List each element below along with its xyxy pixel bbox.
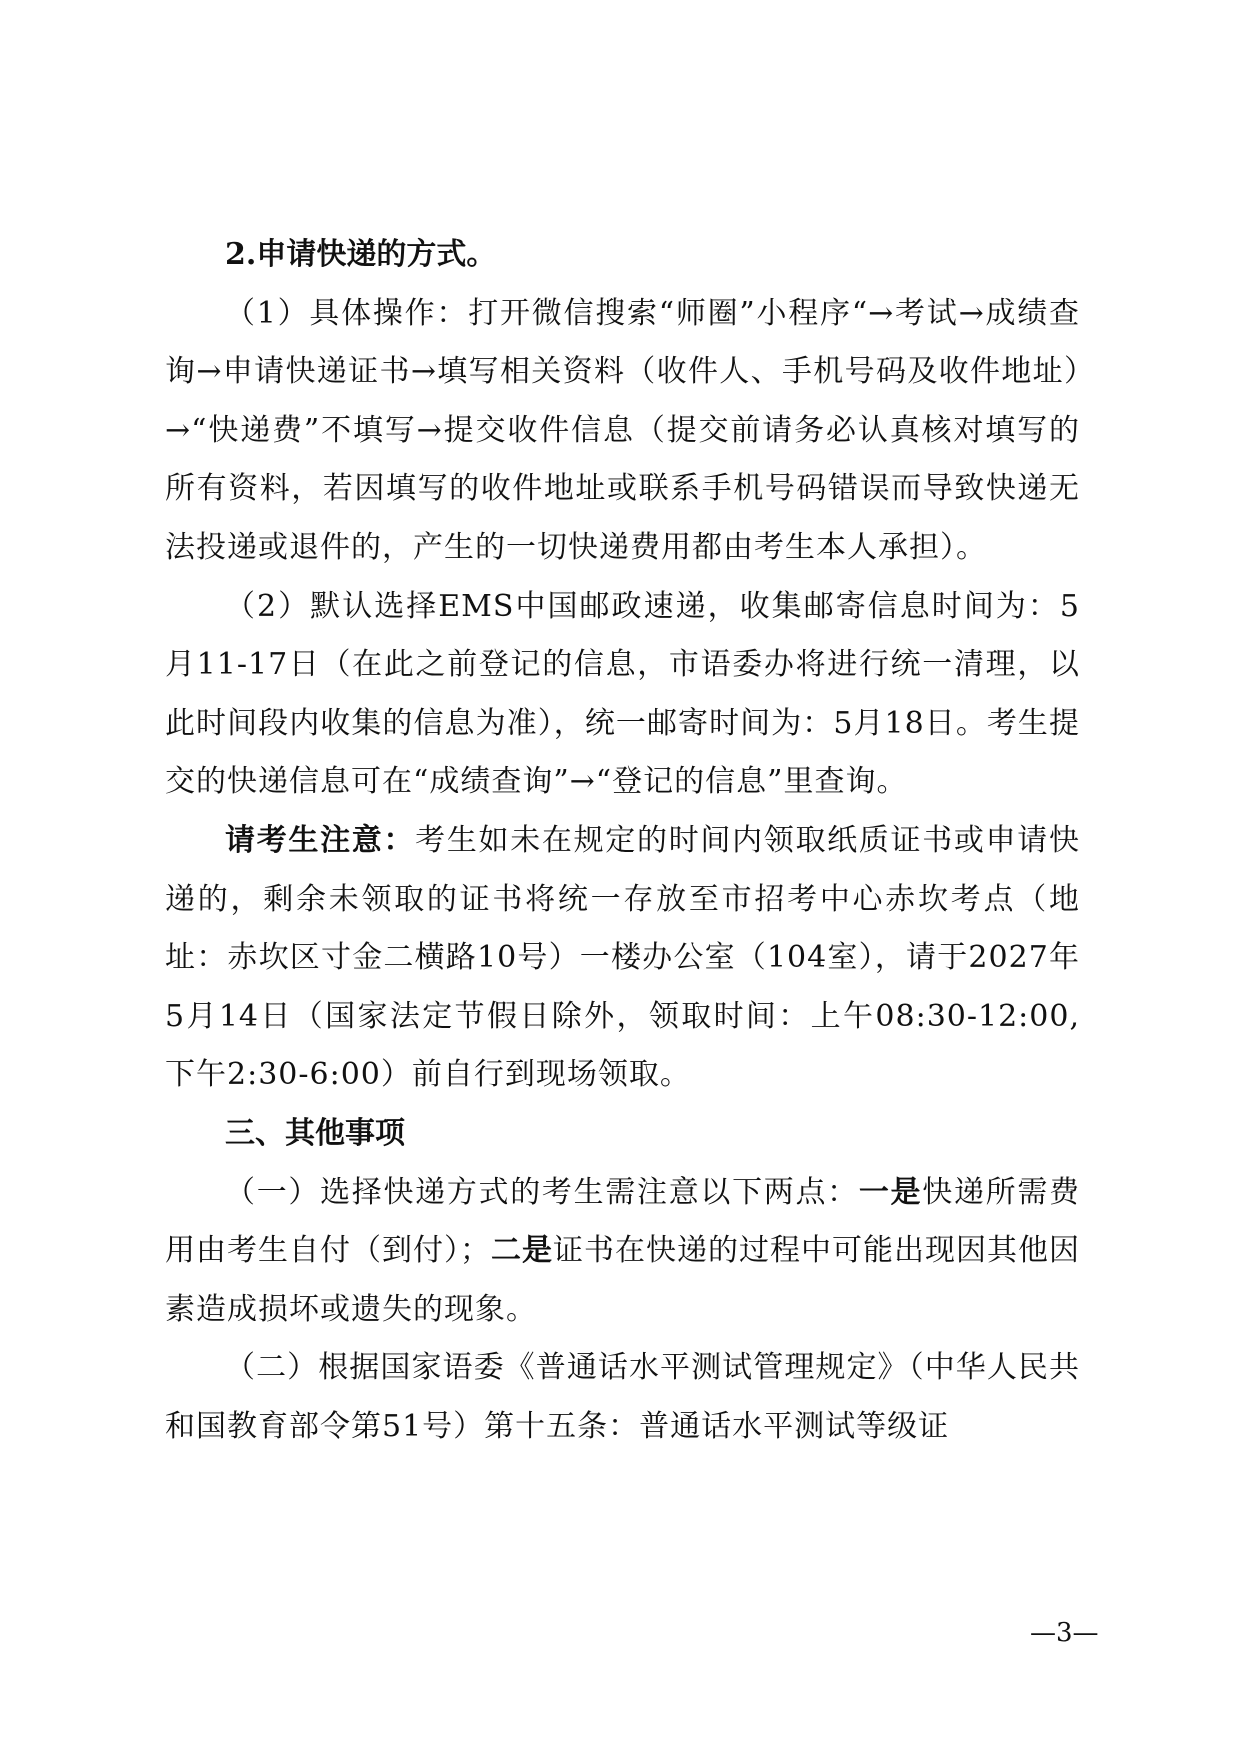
notice-paragraph (165, 812, 1080, 1105)
section-2-item-1: （1）具体操作：打开微信搜索“师圈”小程序“→考试→成绩查询→申请快递证书→填写相关资料（收件人、手机号码及收件地址）→“快递费”不填写→提交收件信息（提交前请务必认真核对填写的所有资料，若因填写的收件地址或联系手机号码错误而导致快递无法投递或退件的，产生的一切快递费用都由考生本人承担）。 (165, 295, 1080, 565)
notice-text: 考生如未在规定的时间内领取纸质证书或申请快递的，剩余未领取的证书将统一存放至市招考中心赤坎考点（地址：赤坎区寸金二横路10号）一楼办公室（104室），请于2027年5月14日（国家法定节假日除外，领取时间：上午08:30-12:00,下午2:30-6:00）前自行到现场领取。 (165, 822, 1081, 1093)
notice-label: 请考生注意： (225, 822, 416, 858)
point-one-text: 快递所需费用由考生自付（到付）； (165, 1174, 1081, 1269)
page-number: —3— (1030, 1618, 1099, 1648)
section-3-item-2: （二）根据国家语委《普通话水平测试管理规定》（中华人民共和国教育部令第51号）第十五条：普通话水平测试等级证 (165, 1350, 1080, 1444)
section-2-heading: 2.申请快递的方式。 (225, 237, 497, 272)
section-3-item-1-prefix: （一）选择快递方式的考生需注意以下两点： (225, 1174, 859, 1210)
document-body (165, 226, 1080, 1456)
section-3-heading: 三、其他事项 (225, 1115, 405, 1151)
point-one-label: 一是 (858, 1174, 923, 1210)
section-2-item-2: （2）默认选择EMS中国邮政速递，收集邮寄信息时间为：5月11-17日（在此之前登记的信息，市语委办将进行统一清理，以此时间段内收集的信息为准），统一邮寄时间为：5月18日。考生提交的快递信息可在“成绩查询”→“登记的信息”里查询。 (165, 588, 1080, 800)
point-two-text: 证书在快递的过程中可能出现因其他因素造成损坏或遗失的现象。 (165, 1233, 1080, 1327)
point-two-label: 二是 (491, 1233, 553, 1269)
section-3-item-1 (165, 1164, 1080, 1340)
